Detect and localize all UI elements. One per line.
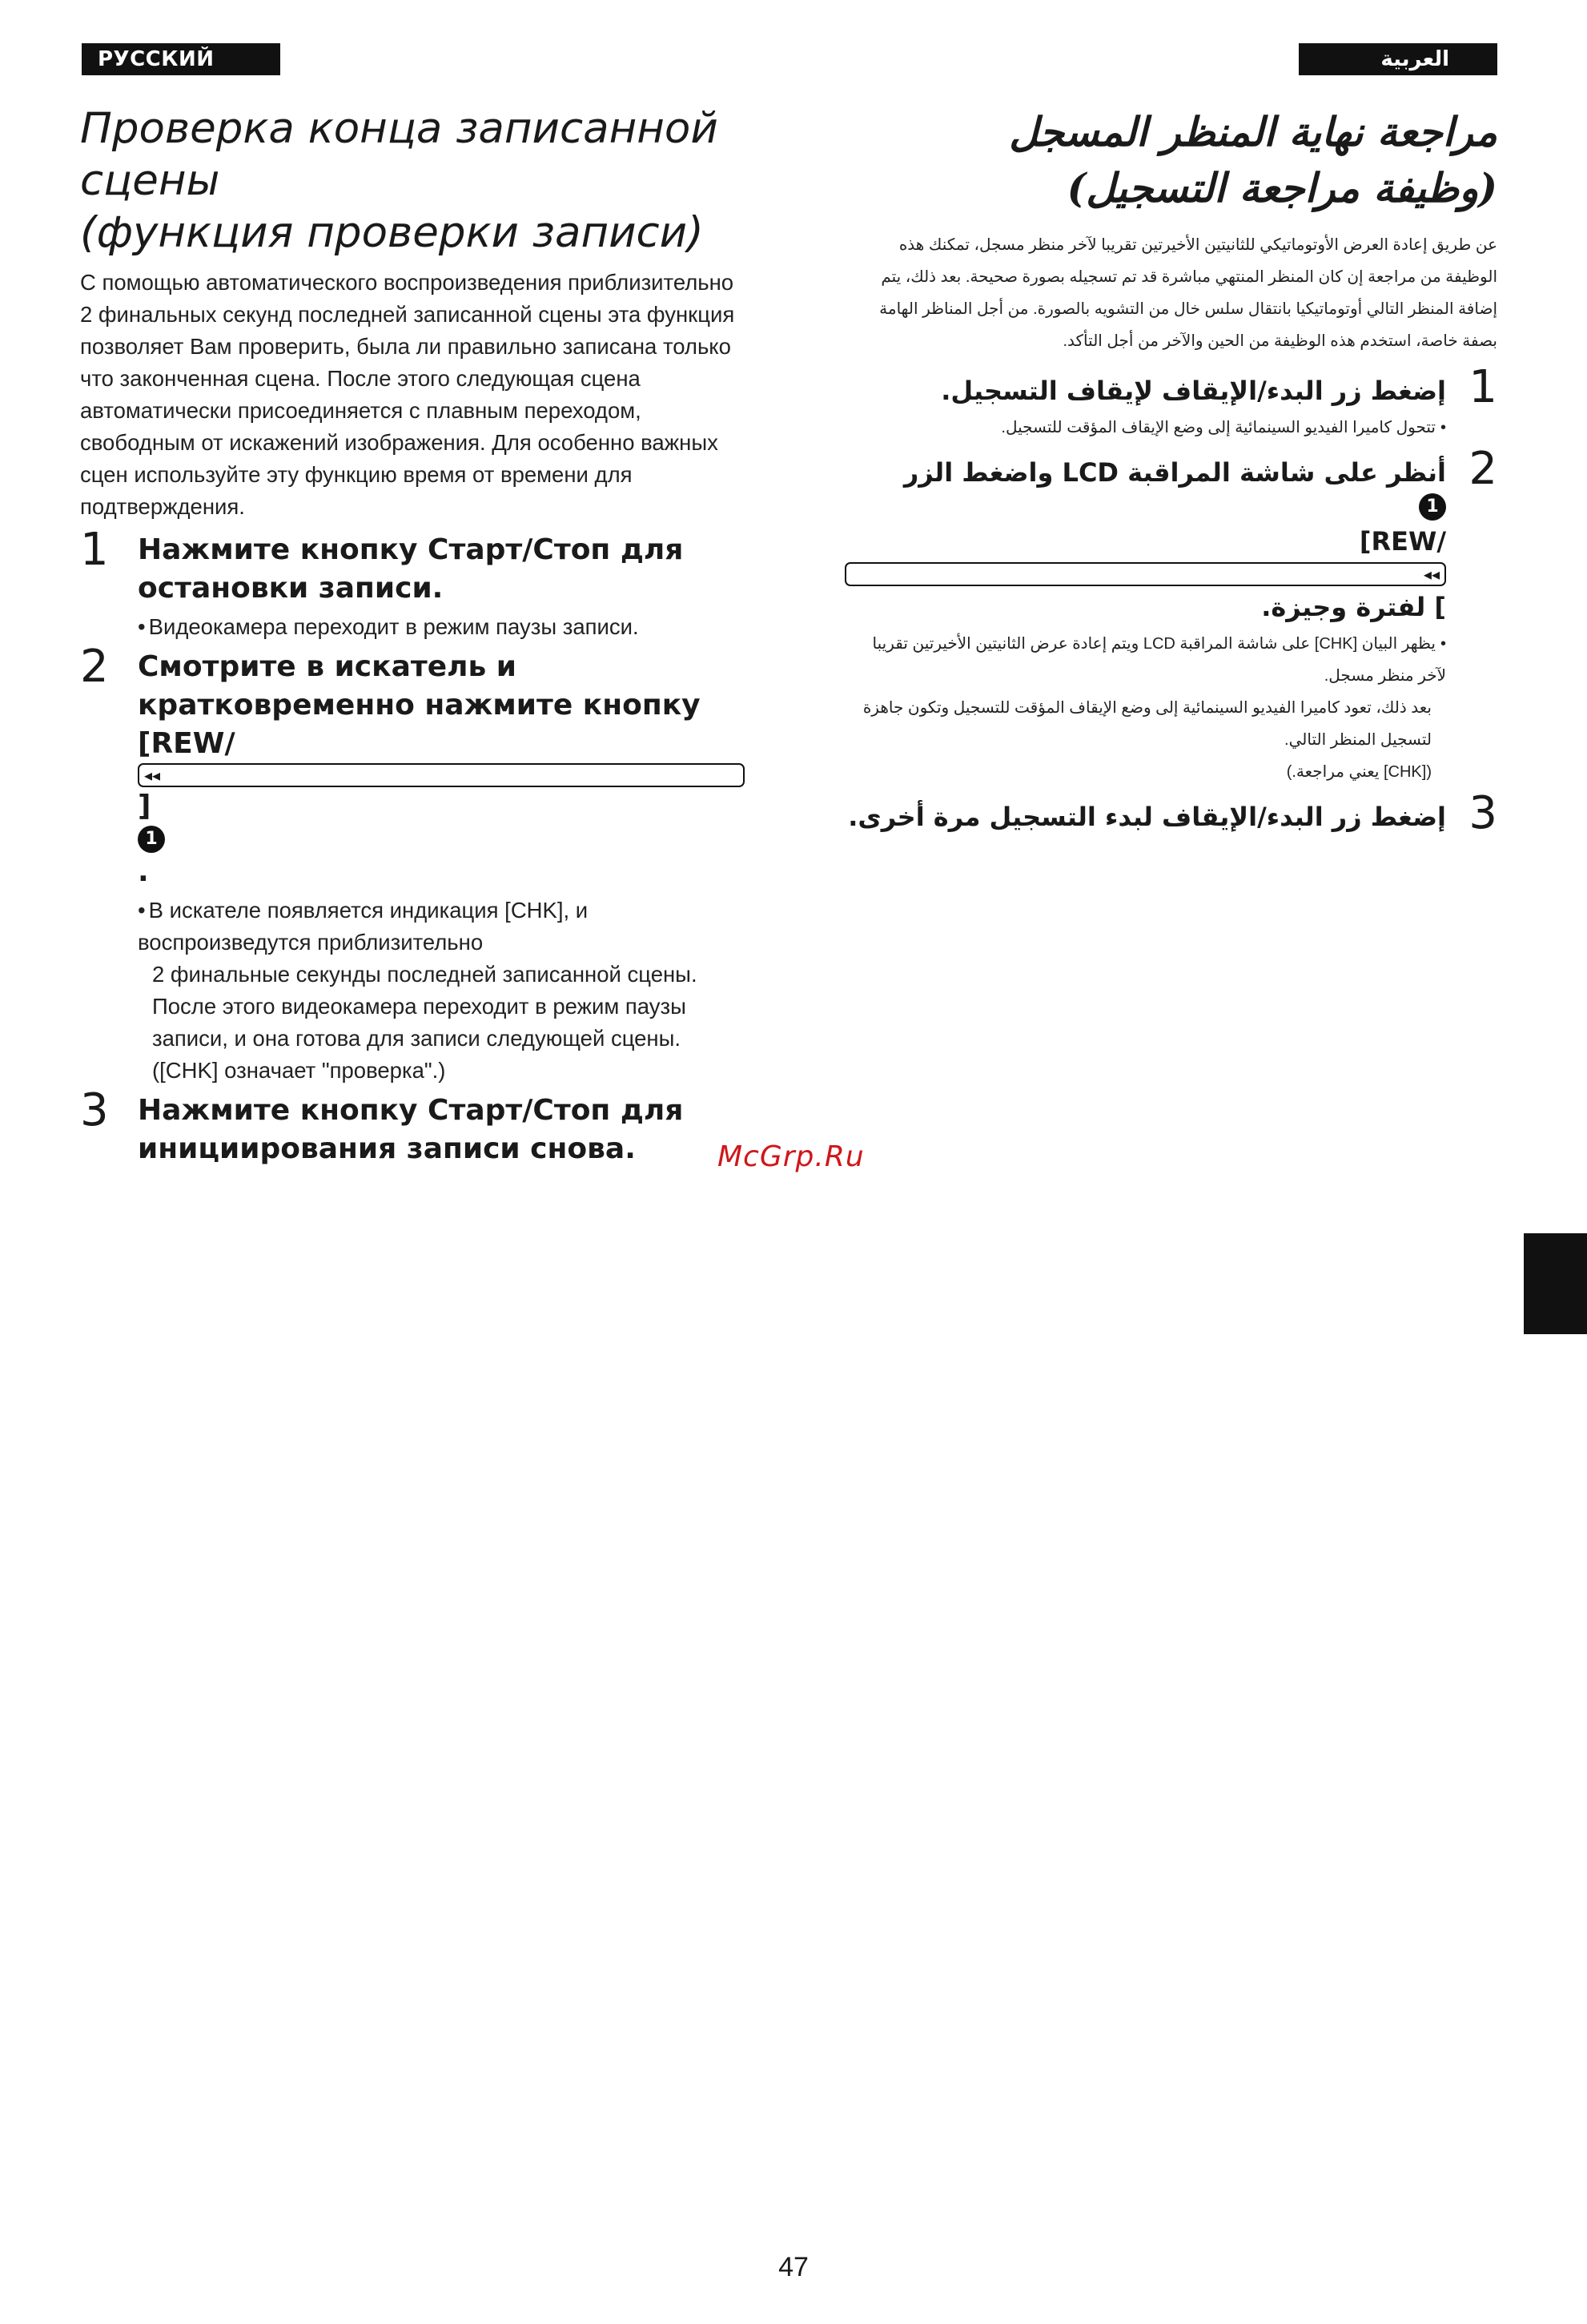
step-heading-line: кратковременно нажмите кнопку <box>138 689 701 722</box>
step-2-russian <box>80 641 745 1087</box>
title-line: Проверка конца записанной <box>80 104 718 153</box>
step-body <box>845 412 1446 444</box>
rewind-icon: ◂◂ <box>845 562 1446 586</box>
page-title-russian <box>80 103 745 259</box>
rew-bracket: ] لفترة وجيزة. <box>1261 592 1446 622</box>
step-heading <box>138 648 745 891</box>
step-3-russian <box>80 1084 745 1168</box>
page-number: 47 <box>778 2252 809 2282</box>
step-note: 2 финальные секунды последней записанной сцены. <box>152 962 697 987</box>
step-1-arabic <box>845 361 1497 444</box>
circled-number-icon: 1 <box>138 826 165 853</box>
step-heading-line <box>845 521 1446 628</box>
step-heading-text: أنظر على شاشة المراقبة LCD واضغط الزر <box>903 457 1446 488</box>
step-number: 2 <box>1468 443 1497 495</box>
step-heading-line: Нажмите кнопку Старт/Стоп для <box>138 1094 684 1127</box>
step-body <box>138 895 745 1087</box>
step-heading-line <box>845 452 1446 521</box>
intro-paragraph-arabic: عن طريق إعادة العرض الأوتوماتيكي للثانيتين الأخيرتين تقريبا لآخر منظر مسجل، تمكنك هذه الوظيفة من مراجعة إن كان المنظر المنتهي مباشرة قد تم تسجيله بصورة صحيحة. بعد ذلك، يتم إضافة المنظر التالي أوتوماتيكيا بانتقال سلس خال من التشويه بالصورة. من أجل المناظر الهامة بصفة خاصة، استخدم هذه الوظيفة من الحين والآخر من أجل التأكد. <box>879 236 1497 350</box>
step-number: 3 <box>1468 787 1497 839</box>
step-note: • تتحول كاميرا الفيديو السينمائية إلى وضع الإيقاف المؤقت للتسجيل. <box>845 412 1446 444</box>
step-heading-line: إضغط زر البدء/الإيقاف لإيقاف التسجيل. <box>941 376 1446 406</box>
language-tag-arabic: العربية <box>1299 43 1497 75</box>
step-body <box>138 611 745 643</box>
title-line: сцены <box>80 156 220 205</box>
title-line: مراجعة نهاية المنظر المسجل <box>1009 108 1497 155</box>
step-note: • В искателе появляется индикация [CHK], и воспроизведутся приблизительно <box>138 895 745 959</box>
step-note: После этого видеокамера переходит в режим паузы записи, и она готова для записи следующей сцены. <box>152 994 686 1051</box>
page-title-arabic <box>845 104 1497 216</box>
step-note: ([CHK] означает "проверка".) <box>152 1058 446 1083</box>
step-heading <box>845 796 1446 838</box>
step-number: 2 <box>80 641 109 693</box>
rewind-icon: ◂◂ <box>138 763 745 787</box>
step-heading-line: إضغط زر البدء/الإيقاف لبدء التسجيل مرة أخرى. <box>848 802 1446 832</box>
rew-bracket: ] <box>138 790 151 822</box>
step-note: • يظهر البيان [CHK] على شاشة المراقبة LCD ويتم إعادة عرض الثانيتين الأخيرتين تقريبا لآخر منظر مسجل. <box>845 628 1446 692</box>
step-note: ([CHK] يعني مراجعة.) <box>1286 763 1432 781</box>
language-tag-russian: РУССКИЙ ЯЗЫК <box>82 43 280 75</box>
russian-column <box>80 103 745 1168</box>
step-number: 1 <box>80 524 109 576</box>
section-tab-marker <box>1524 1233 1587 1334</box>
step-note: بعد ذلك، تعود كاميرا الفيديو السينمائية إلى وضع الإيقاف المؤقت للتسجيل وتكون جاهزة لتسجيل المنظر التالي. <box>862 699 1432 749</box>
step-heading-line: Нажмите кнопку Старт/Стоп для <box>138 533 684 566</box>
step-1-russian <box>80 524 745 643</box>
step-number: 1 <box>1468 361 1497 413</box>
step-heading-line: Смотрите в искатель и <box>138 650 517 683</box>
step-heading-line: остановки записи. <box>138 572 444 605</box>
circled-number-icon: 1 <box>1419 493 1446 521</box>
step-heading <box>138 1092 745 1168</box>
rew-label: [REW/ <box>1359 526 1446 557</box>
intro-paragraph-russian: С помощью автоматического воспроизведения приблизительно 2 финальных секунд последней записанной сцены эта функция позволяет Вам проверить, была ли правильно записана только что законченная сцена. После этого следующая сцена автоматически присоединяется с плавным переходом, свободным от искажений изображения. Для особенно важных сцен используйте эту функцию время от времени для подтверждения. <box>80 270 735 519</box>
step-heading <box>845 370 1446 412</box>
step-heading-line: инициирования записи снова. <box>138 1132 636 1165</box>
step-body <box>845 628 1446 788</box>
rew-label: [REW/ <box>138 727 235 760</box>
title-line: (وظيفة مراجعة التسجيل) <box>1067 164 1497 211</box>
step-heading <box>138 531 745 608</box>
step-2-arabic <box>845 443 1497 788</box>
step-note: • Видеокамера переходит в режим паузы записи. <box>138 611 745 643</box>
watermark: McGrp.Ru <box>717 1140 865 1173</box>
title-line: (функция проверки записи) <box>80 208 704 257</box>
step-heading-line: [REW/ ◂◂ ] 1 . <box>138 725 745 891</box>
step-3-arabic <box>845 787 1497 839</box>
step-number: 3 <box>80 1084 109 1136</box>
arabic-column <box>845 104 1497 838</box>
step-heading <box>845 452 1446 628</box>
